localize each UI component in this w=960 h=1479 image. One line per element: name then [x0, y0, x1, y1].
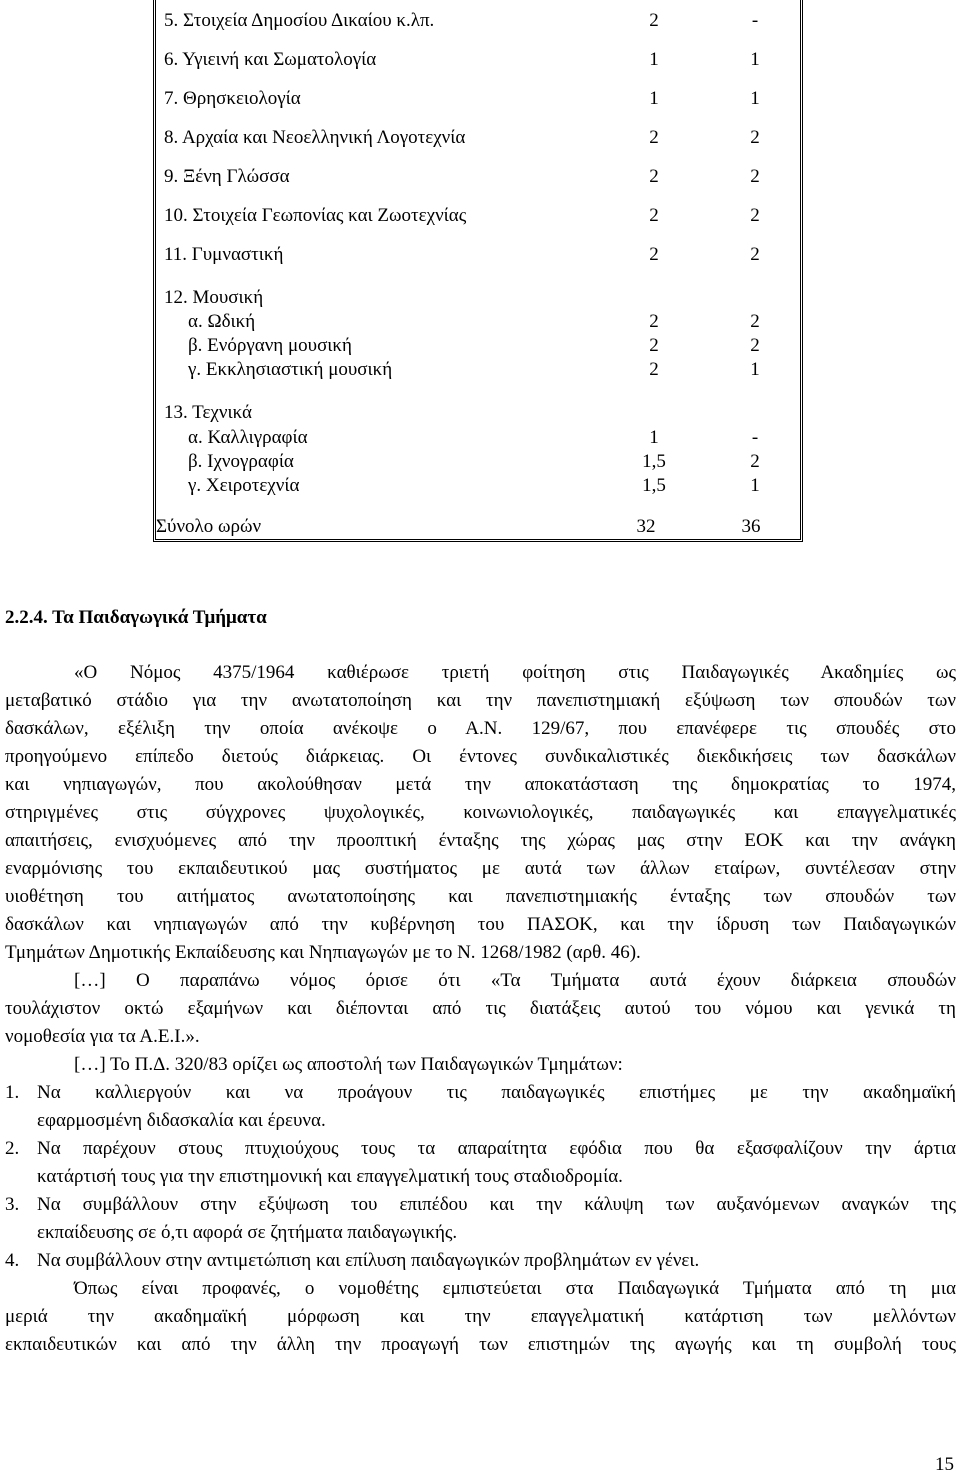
- paragraph-line: μεταβατικό στάδιο για την ανωτατοποίηση και την πανεπιστημιακή εξύψωση των σπουδών των: [5, 690, 956, 711]
- row-label: 7. Θρησκειολογία: [164, 88, 301, 109]
- list-number: 4.: [5, 1250, 20, 1271]
- row-value-1: 2: [649, 311, 659, 332]
- paragraph-line: […] Ο παραπάνω νόμος όρισε ότι «Τα Τμήματα αυτά έχουν διάρκεια σπουδών: [74, 970, 956, 991]
- paragraph-line: απαιτήσεις, ενισχυόμενες από την προοπτική ένταξης της χώρας μας στην ΕΟΚ και την ανάγκη: [5, 830, 956, 851]
- paragraph-line: μεριά την ακαδημαϊκή μόρφωση και την επαγγελματική κατάρτιση των μελλόντων: [5, 1306, 956, 1327]
- row-value-1: 2: [649, 166, 659, 187]
- row-value-2: 1: [750, 88, 760, 109]
- paragraph-line: […] Το Π.Δ. 320/83 ορίζει ως αποστολή των Παιδαγωγικών Τμημάτων:: [74, 1054, 623, 1075]
- total-label: Σύνολο ωρών: [156, 516, 262, 537]
- list-item-line: εκπαίδευσης σε ό,τι αφορά σε ζητήματα παιδαγωγικής.: [37, 1222, 458, 1243]
- paragraph-line: τουλάχιστον οκτώ εξαμήνων και διέπονται από τις διατάξεις αυτού του νόμου και γενικά τη: [5, 998, 956, 1019]
- paragraph-line: «Ο Νόμος 4375/1964 καθιέρωσε τριετή φοίτηση στις Παιδαγωγικές Ακαδημίες ως: [74, 662, 956, 683]
- row-value-1: 2: [649, 335, 659, 356]
- total-value-1: 32: [636, 516, 656, 537]
- paragraph-line: και νηπιαγωγών, που ακολούθησαν μετά την αποκατάσταση της δημοκρατίας το 1974,: [5, 774, 956, 795]
- row-value-2: 2: [750, 244, 760, 265]
- row-label: 8. Αρχαία και Νεοελληνική Λογοτεχνία: [164, 127, 466, 148]
- row-label: 11. Γυμναστική: [164, 244, 284, 265]
- row-label: α. Καλλιγραφία: [188, 427, 308, 448]
- row-value-2: 2: [750, 335, 760, 356]
- row-value-1: 1: [649, 427, 659, 448]
- row-label: 9. Ξένη Γλώσσα: [164, 166, 290, 187]
- row-label: γ. Χειροτεχνία: [188, 475, 300, 496]
- row-label: 5. Στοιχεία Δημοσίου Δικαίου κ.λπ.: [164, 10, 435, 31]
- row-value-1: 2: [649, 205, 659, 226]
- row-value-2: 2: [750, 451, 760, 472]
- row-value-2: 1: [750, 475, 760, 496]
- section-heading: [5, 608, 267, 627]
- paragraph-line: νομοθεσία για τα Α.Ε.Ι.».: [5, 1026, 200, 1047]
- group-label: 12. Μουσική: [164, 287, 264, 308]
- group-label: 13. Τεχνικά: [164, 402, 252, 423]
- paragraph-line: δασκάλων και νηπιαγωγών από την κυβέρνηση του ΠΑΣΟΚ, και την ίδρυση των Παιδαγωγικών: [5, 914, 956, 935]
- row-label: 6. Υγιεινή και Σωματολογία: [164, 49, 377, 70]
- row-value-2: 2: [750, 311, 760, 332]
- row-value-1: 2: [649, 127, 659, 148]
- page-number: 15: [935, 1454, 954, 1475]
- row-value-2: 1: [750, 359, 760, 380]
- paragraph-line: εναρμόνισης του εκπαιδευτικού μας συστήματος με αυτά των άλλων εταίρων, συντέλεσαν στην: [5, 858, 956, 879]
- row-value-2: -: [751, 10, 759, 31]
- list-item-line: Να συμβάλλουν στην εξύψωση του επιπέδου και την κάλυψη των αυξανόμενων αναγκών της: [37, 1194, 956, 1215]
- row-label: γ. Εκκλησιαστική μουσική: [188, 359, 393, 380]
- list-number: 1.: [5, 1082, 20, 1103]
- row-label: α. Ωδική: [188, 311, 256, 332]
- total-value-2: 36: [741, 516, 761, 537]
- row-value-1: 1,5: [642, 451, 666, 472]
- paragraph-line: προηγούμενο επίπεδο διετούς διάρκειας. Οι έντονες συνδικαλιστικές διεκδικήσεις των δασκάλων: [5, 746, 956, 767]
- paragraph-line: εκπαιδευτικών και από την άλλη την προαγωγή των επιστημών της αγωγής και τη συμβολή τους: [5, 1334, 956, 1355]
- row-label: 10. Στοιχεία Γεωπονίας και Ζωοτεχνίας: [164, 205, 467, 226]
- list-number: 2.: [5, 1138, 20, 1159]
- row-value-2: 2: [750, 205, 760, 226]
- list-item-line: Να καλλιεργούν και να προάγουν τις παιδαγωγικές επιστήμες με την ακαδημαϊκή: [37, 1082, 956, 1103]
- row-value-1: 1,5: [642, 475, 666, 496]
- row-value-1: 2: [649, 244, 659, 265]
- list-item-line: Να συμβάλλουν στην αντιμετώπιση και επίλυση παιδαγωγικών προβλημάτων εν γένει.: [37, 1250, 700, 1271]
- list-item-line: κατάρτισή τους για την επιστημονική και επαγγελματική τους σταδιοδρομία.: [37, 1166, 623, 1187]
- row-value-1: 2: [649, 10, 659, 31]
- hours-table: [153, 0, 803, 542]
- section-title: Τα Παιδαγωγικά Τμήματα: [52, 607, 267, 628]
- paragraph-line: στηριγμένες στις σύγχρονες ψυχολογικές, κοινωνιολογικές, παιδαγωγικές και επαγγελματικές: [5, 802, 956, 823]
- list-item-line: Να παρέχουν στους πτυχιούχους τους τα απαραίτητα εφόδια που θα εξασφαλίζουν την άρτια: [37, 1138, 956, 1159]
- paragraph-line: υιοθέτηση του αιτήματος ανωτατοποίησης και πανεπιστημιακής ένταξης των σπουδών των: [5, 886, 956, 907]
- row-label: β. Ιχνογραφία: [188, 451, 294, 472]
- paragraph-line: Τμημάτων Δημοτικής Εκπαίδευσης και Νηπιαγωγών με το Ν. 1268/1982 (αρθ. 46).: [5, 942, 641, 963]
- list-item-line: εφαρμοσμένη διδασκαλία και έρευνα.: [37, 1110, 326, 1131]
- row-value-1: 2: [649, 359, 659, 380]
- paragraph-line: Όπως είναι προφανές, ο νομοθέτης εμπιστεύεται στα Παιδαγωγικά Τμήματα από τη μια: [74, 1278, 956, 1299]
- row-value-2: -: [751, 427, 759, 448]
- row-value-1: 1: [649, 49, 659, 70]
- row-value-2: 2: [750, 166, 760, 187]
- section-number: 2.2.4.: [5, 607, 48, 628]
- row-label: β. Ενόργανη μουσική: [188, 335, 352, 356]
- row-value-2: 1: [750, 49, 760, 70]
- paragraph-line: δασκάλων, εξέλιξη την οποία ανέκοψε ο Α.Ν. 129/67, που επανέφερε τις σπουδές στο: [5, 718, 956, 739]
- row-value-1: 1: [649, 88, 659, 109]
- row-value-2: 2: [750, 127, 760, 148]
- list-number: 3.: [5, 1194, 20, 1215]
